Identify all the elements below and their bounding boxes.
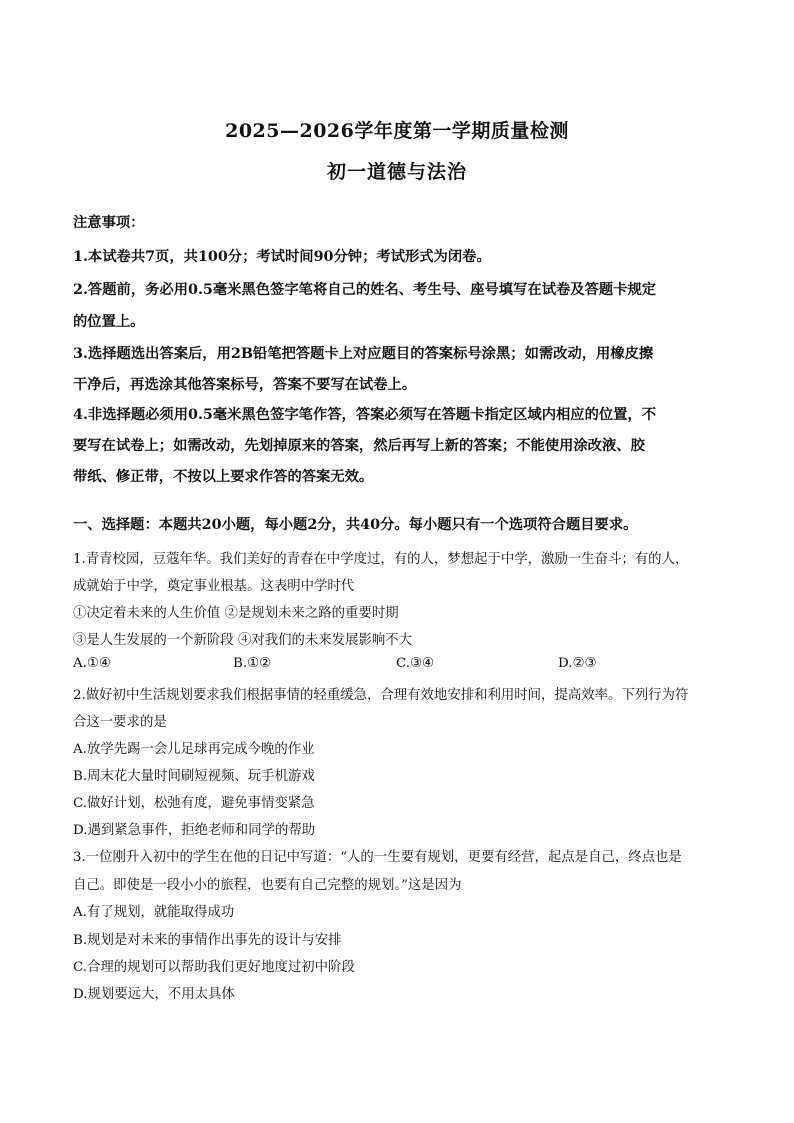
notice-line: 3.选择题选出答案后，用2B铅笔把答题卡上对应题目的答案标号涂黑；如需改动，用橡皮擦 bbox=[73, 346, 654, 362]
page-title: 2025—2026学年度第一学期质量检测 bbox=[225, 120, 569, 142]
notice-line: 的位置上。 bbox=[73, 314, 145, 330]
notice-line: 带纸、修正带，不按以上要求作答的答案无效。 bbox=[73, 469, 374, 485]
question-item: ③是人生发展的一个新阶段 ④对我们的未来发展影响不大 bbox=[73, 633, 413, 648]
notice-line: 1.本试卷共7页，共100分；考试时间90分钟；考试形式为闭卷。 bbox=[73, 249, 491, 265]
option-a: A.①④ bbox=[73, 656, 111, 671]
option-c: C.③④ bbox=[396, 656, 435, 671]
option-b: B.规划是对未来的事情作出事先的设计与安排 bbox=[73, 933, 342, 948]
question-stem: 3.一位刚升入初中的学生在他的日记中写道：“人的一生要有规划，更要有经营，起点是自己，终点也是 bbox=[73, 850, 682, 865]
option-d: D.遇到紧急事件，拒绝老师和同学的帮助 bbox=[73, 823, 316, 838]
option-c: C.做好计划，松弛有度，避免事情变紧急 bbox=[73, 796, 315, 811]
notice-line: 2.答题前，务必用0.5毫米黑色签字笔将自己的姓名、考生号、座号填写在试卷及答题卡规定 bbox=[73, 282, 657, 298]
option-d: D.规划要远大，不用太具体 bbox=[73, 987, 235, 1002]
notice-heading: 注意事项： bbox=[73, 215, 145, 231]
question-stem: 合这一要求的是 bbox=[73, 715, 167, 730]
question-stem: 2.做好初中生活规划要求我们根据事情的轻重缓急，合理有效地安排和利用时间，提高效率。下列行为符 bbox=[73, 688, 689, 703]
option-c: C.合理的规划可以帮助我们更好地度过初中阶段 bbox=[73, 960, 355, 975]
question-item: ①决定着未来的人生价值 ②是规划未来之路的重要时期 bbox=[73, 606, 399, 621]
notice-line: 4.非选择题必须用0.5毫米黑色签字笔作答，答案必须写在答题卡指定区域内相应的位置，不 bbox=[73, 407, 657, 423]
option-d: D.②③ bbox=[558, 656, 597, 671]
question-stem: 1.青青校园，豆蔻年华。我们美好的青春在中学度过，有的人，梦想起于中学，激励一生奋斗；有的人， bbox=[73, 552, 689, 567]
option-a: A.有了规划，就能取得成功 bbox=[73, 905, 235, 920]
question-stem: 成就始于中学，奠定事业根基。这表明中学时代 bbox=[73, 579, 355, 594]
option-a: A.放学先踢一会儿足球再完成今晚的作业 bbox=[73, 742, 315, 757]
question-stem: 自己。即使是一段小小的旅程，也要有自己完整的规划。”这是因为 bbox=[73, 878, 462, 893]
section-heading: 一、选择题：本题共20小题，每小题2分，共40分。每小题只有一个选项符合题目要求。 bbox=[73, 517, 638, 533]
notice-line: 干净后，再选涂其他答案标号，答案不要写在试卷上。 bbox=[73, 377, 417, 393]
option-b: B.①② bbox=[233, 656, 272, 671]
page-subtitle: 初一道德与法治 bbox=[326, 161, 467, 183]
option-b: B.周末花大量时间刷短视频、玩手机游戏 bbox=[73, 769, 315, 784]
notice-line: 要写在试卷上；如需改动，先划掉原来的答案，然后再写上新的答案；不能使用涂改液、胶 bbox=[73, 438, 645, 454]
